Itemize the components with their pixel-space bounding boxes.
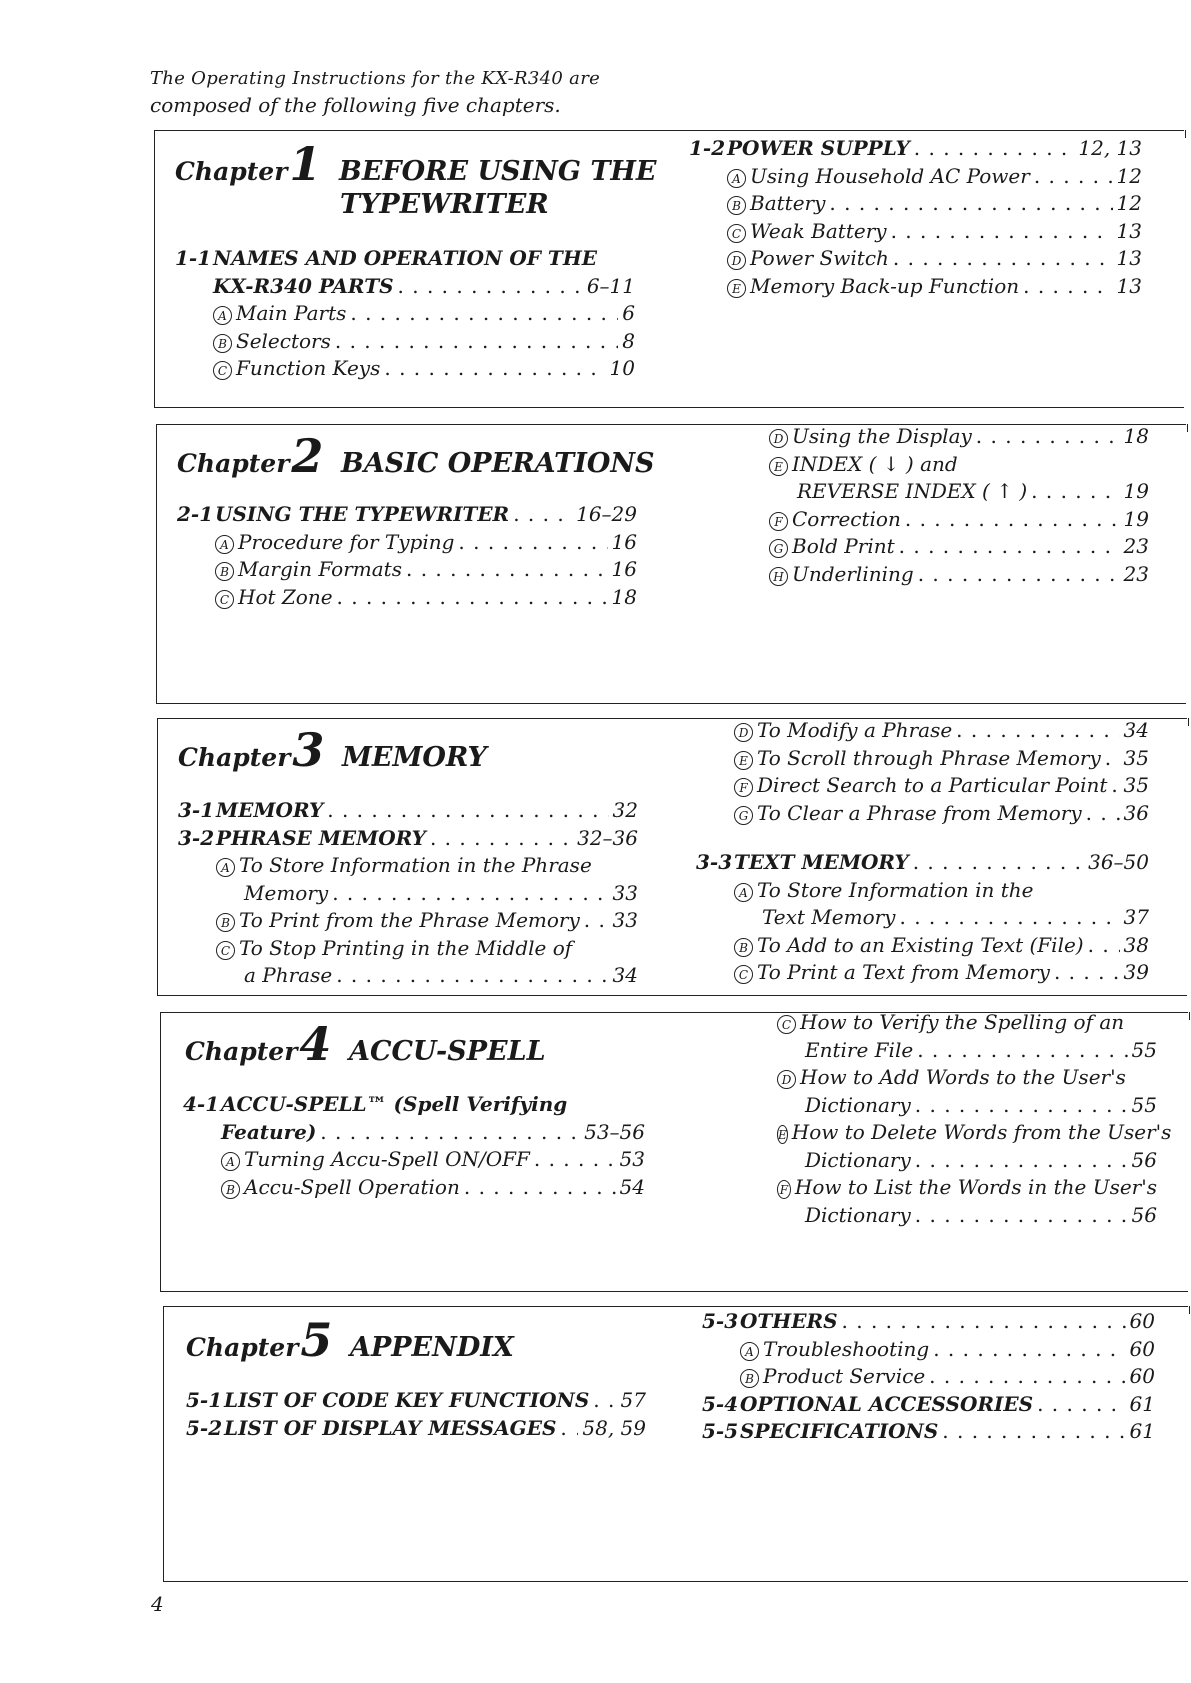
chapter-2-title: BASIC OPERATIONS: [341, 448, 655, 479]
toc-entry: [177, 529, 637, 557]
toc-entry: [178, 880, 638, 908]
toc-entry: [696, 959, 1149, 987]
dot-leader: [1111, 772, 1119, 800]
chapter-3-box: [157, 718, 1187, 996]
dot-leader: [933, 1336, 1125, 1364]
chapter-5-left-toc: [186, 1387, 646, 1442]
dot-leader: [398, 273, 583, 301]
entry-title: LIST OF DISPLAY MESSAGES: [224, 1415, 557, 1440]
chapter-1-left-toc: [175, 245, 635, 383]
circled-letter-icon: E: [777, 1125, 788, 1144]
entry-title: To Stop Printing in the Middle of: [239, 935, 573, 960]
entry-title: Dictionary: [805, 1147, 911, 1172]
circled-letter-icon: F: [769, 512, 788, 531]
circled-letter-icon: B: [734, 938, 753, 957]
page-ref: 34: [612, 963, 638, 987]
entry-title: Battery: [750, 191, 826, 215]
entry-title: To Print from the Phrase Memory: [239, 908, 580, 932]
dot-leader: [899, 904, 1119, 932]
chapter-5-box: [163, 1306, 1188, 1582]
page-ref: 16–29: [576, 502, 637, 526]
dot-leader: [929, 1363, 1125, 1391]
entry-title: Dictionary: [805, 1092, 911, 1117]
dot-leader: [1105, 745, 1120, 773]
chapter-2-number: 2: [291, 429, 324, 483]
entry-title: Feature): [221, 1119, 317, 1144]
toc-entry: [175, 273, 635, 301]
dot-leader: [918, 561, 1120, 589]
page-ref: 35: [1123, 745, 1149, 770]
page-ref: 33: [612, 908, 638, 932]
page-ref: 34: [1123, 718, 1149, 742]
toc-entry: [696, 877, 1149, 905]
section-number: 3-2: [178, 825, 215, 850]
circled-letter-icon: A: [734, 883, 753, 902]
dot-leader: [1023, 273, 1112, 301]
toc-entry: [183, 1174, 645, 1202]
section-number: 5-5: [702, 1419, 739, 1443]
dot-leader: [956, 717, 1119, 745]
dot-leader: [915, 1147, 1128, 1175]
toc-entry: [702, 1336, 1155, 1364]
toc-entry: [178, 935, 638, 963]
page-ref: 32: [612, 798, 638, 822]
page-ref: 39: [1123, 960, 1149, 984]
section-number: 5-2: [186, 1415, 223, 1440]
entry-title: Turning Accu-Spell ON/OFF: [244, 1147, 530, 1171]
page-ref: 13: [1116, 218, 1142, 243]
entry-title: To Store Information in the: [757, 877, 1034, 902]
page-ref: 13: [1116, 246, 1142, 270]
dot-leader: [976, 423, 1120, 451]
entry-title: Procedure for Typing: [238, 529, 455, 554]
entry-title: NAMES AND OPERATION OF THE: [213, 246, 597, 270]
toc-entry: [175, 245, 635, 273]
page-ref: 12, 13: [1078, 136, 1142, 160]
chapter-4-title: ACCU-SPELL: [349, 1036, 546, 1067]
page-ref: 37: [1123, 905, 1149, 929]
page-ref: 36–50: [1088, 850, 1149, 874]
toc-entry: [689, 163, 1142, 191]
toc-entry: [731, 478, 1149, 506]
dot-leader: [335, 328, 618, 356]
circled-letter-icon: B: [221, 1180, 240, 1199]
entry-title: Power Switch: [750, 246, 889, 270]
section-number: 5-3: [702, 1309, 739, 1333]
toc-entry: [177, 556, 637, 584]
toc-entry: [689, 273, 1142, 301]
dot-leader: [893, 245, 1113, 273]
toc-entry: [739, 1064, 1157, 1092]
chapter-2-left-toc: [177, 501, 637, 611]
dot-leader: [915, 1092, 1128, 1120]
toc-entry: [696, 904, 1149, 932]
entry-title: Main Parts: [236, 301, 347, 325]
chapter-3-number: 3: [292, 723, 325, 777]
entry-title: Memory Back-up Function: [750, 273, 1020, 298]
toc-entry: [186, 1415, 646, 1443]
entry-title: How to List the Words in the User's: [794, 1175, 1157, 1199]
dot-leader: [1086, 800, 1120, 828]
entry-title: Correction: [792, 506, 901, 531]
dot-leader: [320, 1119, 580, 1147]
dot-leader: [1034, 163, 1113, 191]
toc-entry: [731, 506, 1149, 534]
chapter-3-left-toc: [178, 797, 638, 990]
toc-entry: [175, 328, 635, 356]
circled-letter-icon: E: [734, 751, 753, 770]
chapter-2-right-toc: [731, 423, 1149, 588]
toc-entry: [696, 772, 1149, 800]
dot-leader: [905, 506, 1120, 534]
dot-leader: [336, 962, 608, 990]
section-number: 4-1: [183, 1092, 220, 1116]
page-ref: 8: [622, 328, 635, 353]
dot-leader: [593, 1387, 616, 1415]
page-ref: 16: [611, 529, 637, 554]
circled-letter-icon: C: [215, 590, 234, 609]
entry-title: How to Add Words to the User's: [800, 1065, 1126, 1089]
dot-leader: [1088, 932, 1120, 960]
toc-entry: [177, 584, 637, 612]
entry-title: To Clear a Phrase from Memory: [757, 800, 1082, 825]
chapter-3-title: MEMORY: [342, 742, 487, 773]
entry-title: Hot Zone: [238, 584, 333, 609]
page-ref: 36: [1123, 800, 1149, 825]
section-number: 5-4: [702, 1391, 739, 1416]
toc-entry: [689, 135, 1142, 163]
toc-entry: [739, 1009, 1157, 1037]
dot-leader: [464, 1174, 616, 1202]
entry-title: Using the Display: [792, 424, 972, 448]
circled-letter-icon: D: [769, 429, 788, 448]
dot-leader: [327, 797, 608, 825]
toc-entry: [731, 451, 1149, 479]
circled-letter-icon: E: [769, 457, 788, 476]
chapter-5-title: APPENDIX: [350, 1332, 514, 1363]
entry-title: OTHERS: [740, 1309, 838, 1333]
circled-letter-icon: A: [740, 1342, 759, 1361]
toc-entry: [175, 355, 635, 383]
entry-title: How to Delete Words from the User's: [791, 1120, 1172, 1144]
page-ref: 55: [1131, 1092, 1157, 1117]
page-ref: 19: [1123, 479, 1149, 503]
dot-leader: [891, 218, 1113, 246]
circled-letter-icon: B: [727, 196, 746, 215]
toc-entry: [689, 245, 1142, 273]
entry-title: Memory: [244, 880, 329, 905]
toc-entry: [739, 1147, 1157, 1175]
dot-leader: [560, 1415, 578, 1443]
dot-leader: [513, 501, 572, 529]
entry-title: Weak Battery: [750, 218, 887, 243]
circled-letter-icon: F: [777, 1180, 791, 1199]
page-ref: 12: [1116, 163, 1142, 188]
circled-letter-icon: C: [216, 941, 235, 960]
dot-leader: [829, 190, 1112, 218]
toc-entry: [696, 932, 1149, 960]
entry-title: Entire File: [805, 1037, 914, 1062]
entry-title: Accu-Spell Operation: [244, 1174, 460, 1199]
entry-title: REVERSE INDEX ( ↑ ): [797, 479, 1028, 503]
circled-letter-icon: B: [215, 562, 234, 581]
dot-leader: [1031, 478, 1119, 506]
toc-entry: [178, 907, 638, 935]
toc-entry: [186, 1387, 646, 1415]
page-ref: 13: [1116, 273, 1142, 298]
entry-title: To Scroll through Phrase Memory: [757, 745, 1101, 770]
dot-leader: [842, 1308, 1126, 1336]
dot-leader: [899, 533, 1120, 561]
toc-entry: [177, 501, 637, 529]
toc-entry: [702, 1308, 1155, 1336]
page-ref: 56: [1131, 1202, 1157, 1227]
dot-leader: [350, 300, 618, 328]
intro-text: [150, 66, 600, 118]
entry-title: INDEX ( ↓ ) and: [792, 451, 958, 476]
circled-letter-icon: G: [769, 539, 788, 558]
section-number: 1-2: [689, 136, 726, 160]
page-ref: 61: [1129, 1419, 1155, 1443]
section-number: 1-1: [175, 246, 212, 270]
intro-line-2: composed of the following five chapters.: [150, 93, 561, 117]
entry-title: Function Keys: [236, 356, 381, 380]
toc-entry: [702, 1418, 1155, 1446]
page-ref: 18: [611, 584, 637, 609]
entry-title: To Modify a Phrase: [757, 718, 953, 742]
dot-leader: [337, 584, 608, 612]
dot-leader: [534, 1146, 616, 1174]
dot-leader: [1037, 1391, 1125, 1419]
chapter-4-left-toc: [183, 1091, 645, 1201]
dot-leader: [914, 135, 1075, 163]
dot-leader: [1054, 959, 1120, 987]
entry-title: Troubleshooting: [763, 1336, 930, 1361]
entry-title: TEXT MEMORY: [734, 850, 909, 874]
dot-leader: [584, 907, 609, 935]
circled-letter-icon: B: [213, 334, 232, 353]
toc-entry: [696, 717, 1149, 745]
circled-letter-icon: C: [727, 224, 746, 243]
circled-letter-icon: B: [216, 913, 235, 932]
page-ref: 61: [1129, 1391, 1155, 1416]
toc-entry: [739, 1202, 1157, 1230]
chapter-1-right-toc: [689, 135, 1142, 300]
toc-entry: [731, 533, 1149, 561]
chapter-3-label: Chapter3: [178, 723, 325, 777]
entry-title: a Phrase: [244, 963, 333, 987]
page-ref: 33: [612, 880, 638, 905]
chapter-2-box: [156, 424, 1186, 704]
circled-letter-icon: D: [777, 1070, 796, 1089]
page-ref: 6: [622, 301, 635, 325]
entry-title: Product Service: [763, 1364, 926, 1388]
entry-title: Margin Formats: [238, 557, 402, 581]
page-ref: 56: [1131, 1147, 1157, 1172]
page-ref: 60: [1129, 1309, 1155, 1333]
chapter-5-label: Chapter5: [186, 1313, 333, 1367]
chapter-4-box: [160, 1012, 1188, 1292]
page-ref: 57: [620, 1388, 646, 1412]
dot-leader: [332, 880, 608, 908]
toc-entry: [739, 1037, 1157, 1065]
section-number: 5-1: [186, 1388, 223, 1412]
page-ref: 6–11: [586, 273, 635, 298]
chapter-1-label: Chapter1: [175, 137, 322, 191]
toc-entry: [696, 849, 1149, 877]
toc-entry: [178, 825, 638, 853]
toc-entry: [739, 1174, 1157, 1202]
circled-letter-icon: D: [727, 251, 746, 270]
page-ref: 16: [611, 557, 637, 581]
entry-title: Selectors: [236, 328, 331, 353]
page-ref: 18: [1123, 424, 1149, 448]
page-ref: 60: [1129, 1364, 1155, 1388]
dot-leader: [915, 1202, 1128, 1230]
circled-letter-icon: G: [734, 806, 753, 825]
page-ref: 38: [1123, 932, 1149, 957]
entry-title: Bold Print: [792, 534, 895, 558]
circled-letter-icon: A: [221, 1152, 240, 1171]
entry-title: MEMORY: [216, 798, 324, 822]
entry-title: To Print a Text from Memory: [757, 960, 1050, 984]
circled-letter-icon: F: [734, 778, 753, 797]
page-ref: 53–56: [584, 1119, 645, 1144]
page-ref: 19: [1123, 506, 1149, 531]
dot-leader: [406, 556, 608, 584]
toc-entry: [183, 1091, 645, 1119]
toc-entry: [689, 190, 1142, 218]
entry-title: KX-R340 PARTS: [213, 273, 394, 298]
toc-entry: [739, 1092, 1157, 1120]
toc-entry: [175, 300, 635, 328]
circled-letter-icon: C: [213, 361, 232, 380]
page-ref: 12: [1116, 191, 1142, 215]
toc-entry: [178, 962, 638, 990]
dot-leader: [384, 355, 605, 383]
entry-title: How to Verify the Spelling of an: [800, 1010, 1125, 1034]
entry-title: PHRASE MEMORY: [216, 825, 426, 850]
circled-letter-icon: A: [216, 858, 235, 877]
toc-entry: [696, 827, 1149, 849]
entry-title: To Store Information in the Phrase: [239, 853, 592, 877]
entry-title: USING THE TYPEWRITER: [215, 502, 510, 526]
entry-title: SPECIFICATIONS: [740, 1419, 939, 1443]
toc-entry: [702, 1391, 1155, 1419]
toc-entry: [739, 1119, 1172, 1147]
intro-line-1: The Operating Instructions for the KX-R340 are: [150, 68, 601, 89]
dot-leader: [917, 1037, 1127, 1065]
section-number: 3-1: [178, 798, 215, 822]
entry-title: POWER SUPPLY: [727, 136, 910, 160]
chapter-1-number: 1: [289, 137, 322, 191]
page-ref: 60: [1129, 1336, 1155, 1361]
toc-entry: [696, 800, 1149, 828]
toc-entry: [696, 745, 1149, 773]
toc-entry: [702, 1363, 1155, 1391]
circled-letter-icon: A: [727, 169, 746, 188]
page-ref: 54: [619, 1174, 645, 1199]
entry-title: OPTIONAL ACCESSORIES: [740, 1391, 1034, 1416]
circled-letter-icon: A: [213, 306, 232, 325]
chapter-2-label: Chapter2: [177, 429, 324, 483]
page-ref: 35: [1123, 773, 1149, 797]
page-number: 4: [151, 1592, 164, 1616]
chapter-5-right-toc: [702, 1308, 1155, 1446]
entry-title: Underlining: [792, 561, 914, 586]
chapter-4-label: Chapter4: [185, 1017, 332, 1071]
page-ref: 55: [1131, 1037, 1157, 1062]
toc-entry: [183, 1146, 645, 1174]
chapter-1-title: BEFORE USING THE TYPEWRITER: [339, 156, 657, 220]
toc-entry: [183, 1119, 645, 1147]
circled-letter-icon: D: [734, 723, 753, 742]
page-ref: 32–36: [577, 825, 638, 850]
chapter-1-box: [154, 130, 1184, 408]
circled-letter-icon: E: [727, 279, 746, 298]
toc-entry: [178, 852, 638, 880]
circled-letter-icon: C: [734, 965, 753, 984]
entry-title: ACCU-SPELL™ (Spell Verifying: [221, 1092, 568, 1116]
dot-leader: [458, 529, 607, 557]
chapter-3-right-toc: [696, 717, 1149, 987]
dot-leader: [430, 825, 573, 853]
dot-leader: [942, 1418, 1125, 1446]
circled-letter-icon: H: [769, 567, 788, 586]
circled-letter-icon: B: [740, 1369, 759, 1388]
chapter-4-number: 4: [299, 1017, 332, 1071]
circled-letter-icon: A: [215, 535, 234, 554]
entry-title: To Add to an Existing Text (File): [757, 932, 1084, 957]
section-number: 2-1: [177, 502, 214, 526]
entry-title: Using Household AC Power: [750, 163, 1030, 188]
chapter-5-number: 5: [300, 1313, 333, 1367]
toc-entry: [178, 797, 638, 825]
toc-entry: [731, 561, 1149, 589]
chapter-4-right-toc: [739, 1009, 1172, 1229]
entry-title: LIST OF CODE KEY FUNCTIONS: [224, 1388, 590, 1412]
page-ref: 53: [619, 1147, 645, 1171]
page-ref: 23: [1123, 561, 1149, 586]
section-number: 3-3: [696, 850, 733, 874]
page-ref: 58, 59: [582, 1415, 646, 1440]
page-ref: 23: [1123, 534, 1149, 558]
dot-leader: [913, 849, 1084, 877]
page-ref: 10: [609, 356, 635, 380]
toc-entry: [731, 423, 1149, 451]
entry-title: Text Memory: [762, 905, 896, 929]
toc-entry: [689, 218, 1142, 246]
entry-title: Dictionary: [805, 1202, 911, 1227]
circled-letter-icon: C: [777, 1015, 796, 1034]
entry-title: Direct Search to a Particular Point: [757, 773, 1108, 797]
